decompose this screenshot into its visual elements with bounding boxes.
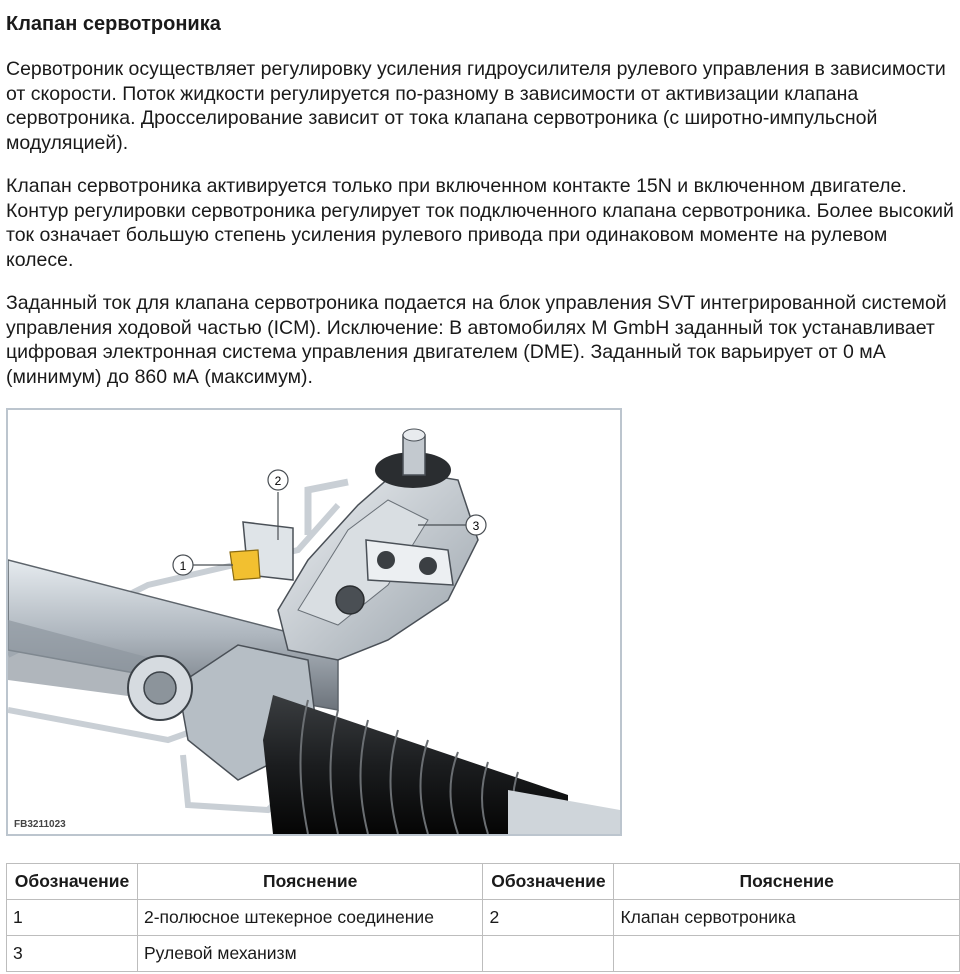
page-title: Клапан сервотроника	[6, 13, 221, 35]
legend-cell	[483, 936, 614, 972]
paragraph-2: Клапан сервотроника активируется только при включенном контакте 15N и включенном двигателе. Контур регулировки сервотроника регулирует ток подключенного клапана сервотроника. Более высокий ток означает большую степень усиления рулевого привода при одинаковом моменте на рулевом колесе.	[6, 175, 954, 271]
legend-cell: Клапан сервотроника	[614, 900, 960, 936]
legend-cell: 2-полюсное штекерное соединение	[137, 900, 482, 936]
connector-2-pin	[230, 550, 260, 580]
paragraph-3: Заданный ток для клапана сервотроника подается на блок управления SVT интегрированной системой управления ходовой частью (ICM). Исключение: В автомобилях M GmbH заданный ток устанавливает цифровая электронная система управления двигателем (DME). Заданный ток варьирует от 0 мА (минимум) до 860 мА (максимум).	[6, 292, 947, 388]
legend-table	[6, 863, 960, 972]
callout-1-label: 1	[179, 559, 187, 573]
steering-gear-drawing	[8, 410, 620, 834]
figure-code: FB3211023	[14, 819, 66, 830]
callout-3-label: 3	[472, 519, 480, 533]
input-shaft-end	[403, 429, 425, 441]
legend-cell	[614, 936, 960, 972]
legend-cell: Рулевой механизм	[137, 936, 482, 972]
callout-2-label: 2	[274, 474, 282, 488]
legend-header-explanation: Пояснение	[614, 864, 960, 900]
legend-cell: 2	[483, 900, 614, 936]
pressure-port	[336, 586, 364, 614]
legend-header-explanation: Пояснение	[137, 864, 482, 900]
legend-header-designation: Обозначение	[483, 864, 614, 900]
bushing-core	[144, 672, 176, 704]
legend-cell: 1	[7, 900, 138, 936]
table-row	[7, 900, 960, 936]
paragraph-1: Сервотроник осуществляет регулировку усиления гидроусилителя рулевого управления в зависимости от скорости. Поток жидкости регулируется по-разному в зависимости от активизации клапана сервотроника. Дросселирование зависит от тока клапана сервотроника (с широтно-импульсной модуляцией).	[6, 58, 946, 154]
table-row	[7, 936, 960, 972]
legend-cell: 3	[7, 936, 138, 972]
legend-header-designation: Обозначение	[7, 864, 138, 900]
legend-header-row	[7, 864, 960, 900]
steering-gear-illustration	[6, 408, 622, 836]
